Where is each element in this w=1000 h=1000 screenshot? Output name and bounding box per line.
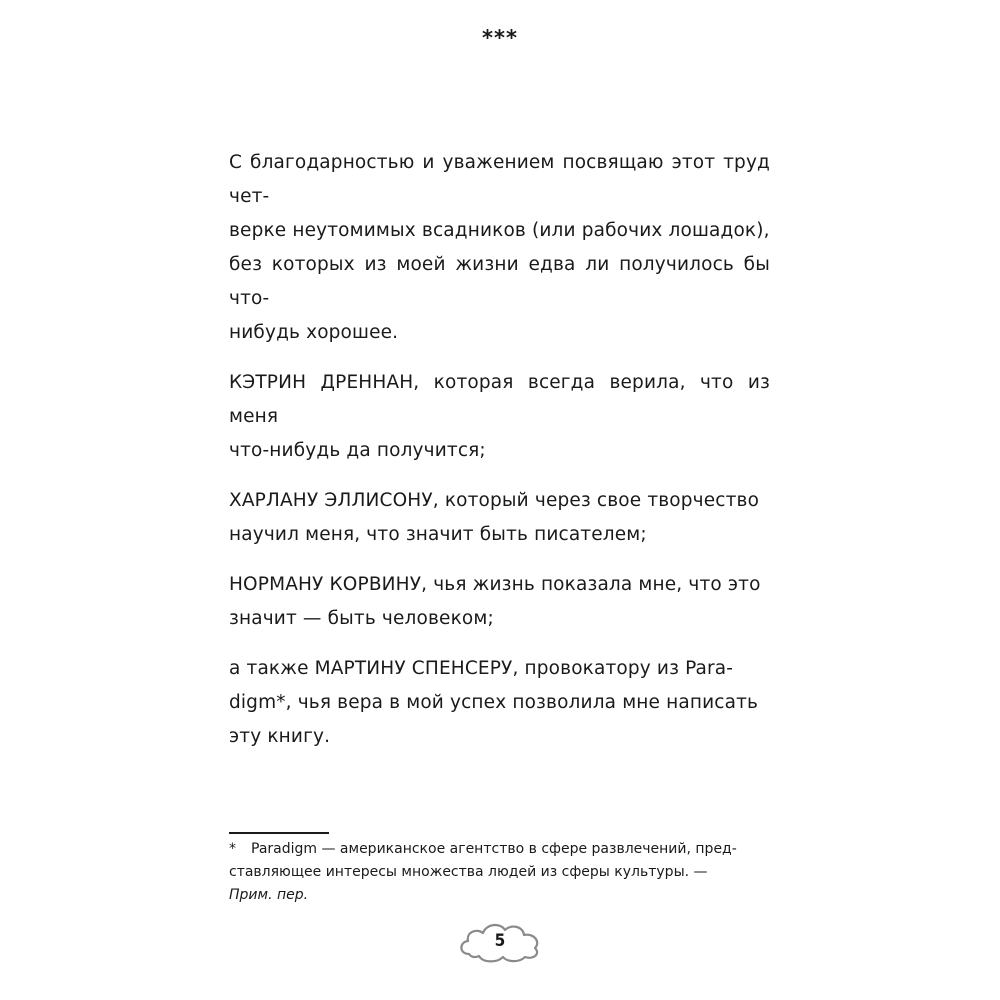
footnote-line: Paradigm — американское агентство в сфере развлечений, пред- xyxy=(251,841,737,857)
text-line: научил меня, что значит быть писателем; xyxy=(229,524,647,545)
text-line: С благодарностью и уважением посвящаю этот труд чет- xyxy=(229,152,770,207)
footnote-marker: * xyxy=(229,841,236,857)
text-line: а также МАРТИНУ СПЕНСЕРУ, провокатору из Para- xyxy=(229,658,734,679)
text-line: ХАРЛАНУ ЭЛЛИСОНУ, который через свое творчество xyxy=(229,490,760,511)
text-line: эту книгу. xyxy=(229,726,331,747)
dedication-paragraph-spencer xyxy=(229,652,770,754)
text-line: верке неутомимых всадников (или рабочих лошадок), xyxy=(229,220,770,241)
page-number: 5 xyxy=(494,931,506,951)
text-line: КЭТРИН ДРЕННАН, которая всегда верила, что из меня xyxy=(229,372,770,427)
text-line: без которых из моей жизни едва ли получилось бы что- xyxy=(229,254,770,309)
dedication-body xyxy=(229,146,770,754)
section-ornament: *** xyxy=(482,26,518,50)
text-line: значит — быть человеком; xyxy=(229,608,494,629)
dedication-paragraph-drennan xyxy=(229,366,770,468)
text-line: нибудь хорошее. xyxy=(229,322,399,343)
text-line: digm*, чья вера в мой успех позволила мне написать xyxy=(229,692,759,713)
footnote xyxy=(229,838,770,907)
footnote-rule xyxy=(229,832,329,834)
dedication-paragraph-ellison xyxy=(229,484,770,552)
page-number-badge xyxy=(455,916,545,966)
dedication-paragraph-corwin xyxy=(229,568,770,636)
text-line: НОРМАНУ КОРВИНУ, чья жизнь показала мне, что это xyxy=(229,574,761,595)
text-line: что-нибудь да получится; xyxy=(229,440,486,461)
dedication-paragraph-intro xyxy=(229,146,770,350)
translator-note: Прим. пер. xyxy=(229,887,309,903)
footnote-line: ставляющее интересы множества людей из сферы культуры. — xyxy=(229,864,708,880)
